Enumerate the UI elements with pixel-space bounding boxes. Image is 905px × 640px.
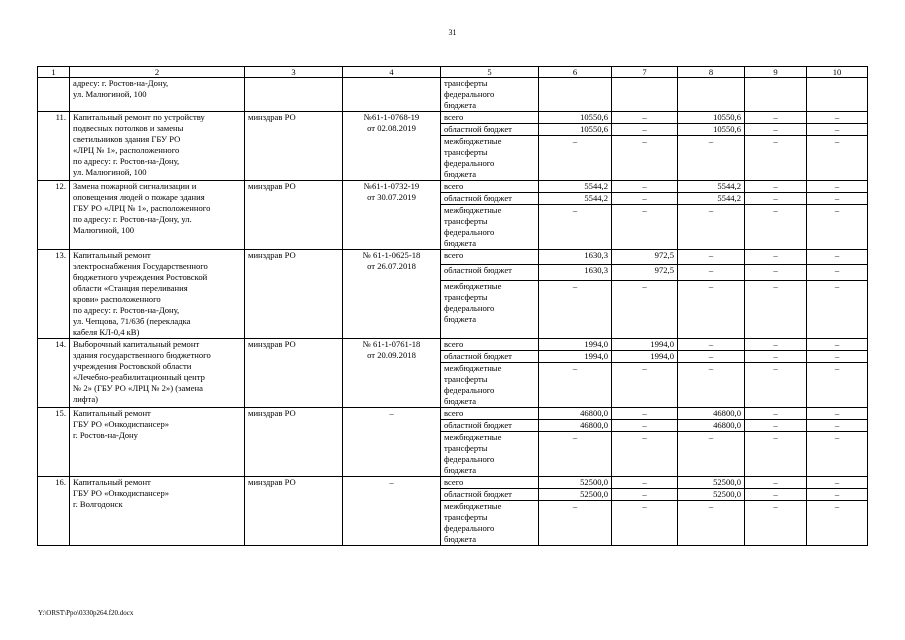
customer-cell: минздрав РО	[245, 250, 343, 339]
page-number: 31	[448, 28, 457, 37]
value-cell: 52500,0	[539, 477, 612, 489]
value-cell: –	[745, 265, 807, 280]
value-cell: –	[539, 205, 612, 250]
text-line: Капитальный ремонт	[73, 477, 151, 487]
value-cell: –	[612, 205, 678, 250]
value-cell: –	[807, 280, 868, 338]
text-line: Капитальный ремонт по устройству	[73, 112, 205, 122]
text-line: бюджета	[444, 313, 477, 324]
value-cell: 46800,0	[678, 420, 745, 432]
value-cell: 1994,0	[539, 339, 612, 351]
text-line: бюджета	[444, 534, 477, 544]
value-cell: 5544,2	[678, 181, 745, 193]
value-cell: –	[678, 432, 745, 477]
text-line: учреждения Ростовской области	[73, 361, 192, 371]
value-cell: –	[678, 280, 745, 338]
fund-regional-label: областной бюджет	[441, 265, 539, 280]
text-line: федерального	[444, 302, 495, 313]
object-cell	[70, 112, 245, 181]
row-number: 11.	[38, 112, 70, 181]
value-cell: –	[539, 501, 612, 546]
text-line: ГБУ РО «Онкодиспансер»	[73, 419, 170, 429]
text-line: здания государственного бюджетного	[73, 350, 211, 360]
text-line: ГБУ РО «ЛРЦ № 1», расположенного	[73, 203, 211, 213]
text-line: электроснабжения Государственного	[73, 261, 208, 271]
text-line: крови» расположенного	[73, 294, 161, 304]
value-cell: –	[612, 501, 678, 546]
table-row	[38, 408, 868, 420]
value-cell: 1630,3	[539, 265, 612, 280]
value-cell: –	[745, 501, 807, 546]
value-cell: –	[745, 420, 807, 432]
value-cell: –	[745, 181, 807, 193]
object-cell	[70, 339, 245, 408]
text-line: от 26.07.2018	[367, 261, 416, 271]
value-cell: 52500,0	[678, 489, 745, 501]
continuation-row	[38, 78, 868, 112]
text-line: лифта)	[73, 394, 98, 404]
text-line: № 2» (ГБУ РО «ЛРЦ № 2») (замена	[73, 383, 203, 393]
column-header: 2	[70, 67, 245, 78]
document-cell	[343, 181, 441, 250]
text-line: по адресу: г. Ростов-на-Дону,	[73, 305, 180, 315]
text-line: бюджета	[444, 396, 477, 406]
table-row	[38, 339, 868, 351]
text-line: трансферты	[444, 147, 488, 157]
empty-cell	[245, 78, 343, 112]
value-cell: –	[745, 193, 807, 205]
row-number: 15.	[38, 408, 70, 477]
object-cell	[70, 250, 245, 339]
value-cell: –	[678, 136, 745, 181]
fund-total-label: всего	[441, 408, 539, 420]
column-header: 4	[343, 67, 441, 78]
text-line: трансферты	[444, 78, 488, 88]
value-cell: –	[612, 280, 678, 338]
value-cell: –	[807, 181, 868, 193]
value-cell: –	[678, 501, 745, 546]
text-line: трансферты	[444, 512, 488, 522]
value-cell: –	[612, 136, 678, 181]
text-line: от 02.08.2019	[367, 123, 416, 133]
text-line: №61-1-0732-19	[363, 181, 420, 191]
text-line: федерального	[444, 227, 495, 237]
text-line: межбюджетные	[444, 363, 502, 373]
text-line: Замена пожарной сигнализации и	[73, 181, 197, 191]
fund-federal-label	[441, 363, 539, 408]
text-line: бюджета	[444, 100, 477, 110]
value-cell: –	[539, 363, 612, 408]
text-line: кабеля КЛ-0,4 кВ)	[73, 327, 140, 337]
value-cell: –	[678, 265, 745, 280]
value-cell: 1994,0	[612, 339, 678, 351]
text-line: –	[389, 477, 394, 487]
empty-cell	[678, 78, 745, 112]
document-cell	[343, 112, 441, 181]
fund-total-label: всего	[441, 250, 539, 265]
value-cell: –	[678, 363, 745, 408]
fund-federal-label	[441, 432, 539, 477]
text-line: по адресу: г. Ростов-на-Дону,	[73, 156, 180, 166]
value-cell: 1994,0	[539, 351, 612, 363]
value-cell: –	[807, 193, 868, 205]
text-line: подвесных потолков и замены	[73, 123, 184, 133]
table-row	[38, 181, 868, 193]
text-line: Капитальный ремонт	[73, 250, 151, 260]
value-cell: –	[612, 477, 678, 489]
value-cell: –	[807, 489, 868, 501]
value-cell: –	[807, 477, 868, 489]
text-line: светильников здания ГБУ РО	[73, 134, 181, 144]
value-cell: 52500,0	[539, 489, 612, 501]
value-cell: –	[745, 363, 807, 408]
fund-total-label: всего	[441, 112, 539, 124]
column-header: 6	[539, 67, 612, 78]
column-header: 7	[612, 67, 678, 78]
value-cell: 10550,6	[678, 124, 745, 136]
column-header: 1	[38, 67, 70, 78]
value-cell: 10550,6	[539, 124, 612, 136]
text-line: № 61-1-0761-18	[362, 339, 421, 349]
value-cell: –	[612, 489, 678, 501]
text-line: г. Ростов-на-Дону	[73, 430, 138, 440]
object-cell	[70, 477, 245, 546]
object-cell	[70, 78, 245, 112]
value-cell: –	[612, 408, 678, 420]
text-line: от 20.09.2018	[367, 350, 416, 360]
value-cell: –	[612, 193, 678, 205]
text-line: «Лечебно-реабилитационный центр	[73, 372, 205, 382]
text-line: области «Станция переливания	[73, 283, 188, 293]
value-cell: 5544,2	[539, 181, 612, 193]
fund-total-label: всего	[441, 339, 539, 351]
value-cell: 46800,0	[539, 420, 612, 432]
customer-cell: минздрав РО	[245, 477, 343, 546]
fund-cell	[441, 78, 539, 112]
value-cell: –	[807, 265, 868, 280]
text-line: №61-1-0768-19	[363, 112, 420, 122]
value-cell: –	[539, 136, 612, 181]
text-line: Выборочный капитальный ремонт	[73, 339, 200, 349]
value-cell: –	[539, 432, 612, 477]
value-cell: –	[807, 420, 868, 432]
footer-file-path: Y:\ORST\Ppo\0330p264.f20.docx	[38, 609, 134, 617]
text-line: федерального	[444, 89, 495, 99]
empty-cell	[612, 78, 678, 112]
text-line: № 61-1-0625-18	[362, 250, 421, 260]
header-row	[38, 67, 868, 78]
fund-regional-label: областной бюджет	[441, 489, 539, 501]
value-cell: –	[745, 339, 807, 351]
value-cell: –	[745, 136, 807, 181]
empty-cell	[745, 78, 807, 112]
value-cell: –	[807, 136, 868, 181]
fund-federal-label	[441, 280, 539, 338]
value-cell: –	[745, 432, 807, 477]
value-cell: –	[807, 501, 868, 546]
text-line: Малюгиной, 100	[73, 225, 135, 235]
text-line: «ЛРЦ № 1», расположенного	[73, 145, 180, 155]
document-cell	[343, 250, 441, 339]
value-cell: –	[807, 339, 868, 351]
value-cell: 46800,0	[678, 408, 745, 420]
document-cell	[343, 477, 441, 546]
value-cell: 5544,2	[539, 193, 612, 205]
value-cell: 1994,0	[612, 351, 678, 363]
fund-federal-label	[441, 205, 539, 250]
table-row	[38, 477, 868, 489]
value-cell: –	[612, 181, 678, 193]
document-cell	[343, 408, 441, 477]
value-cell: –	[807, 205, 868, 250]
text-line: федерального	[444, 523, 495, 533]
value-cell: –	[745, 124, 807, 136]
text-line: бюджета	[444, 238, 477, 248]
text-line: ГБУ РО «Онкодиспансер»	[73, 488, 170, 498]
value-cell: –	[745, 112, 807, 124]
column-header: 9	[745, 67, 807, 78]
value-cell: –	[807, 112, 868, 124]
empty-cell	[539, 78, 612, 112]
value-cell: –	[807, 408, 868, 420]
text-line: бюджетного учреждения Ростовской	[73, 272, 208, 282]
text-line: бюджета	[444, 169, 477, 179]
text-line: бюджета	[444, 465, 477, 475]
value-cell: –	[745, 408, 807, 420]
value-cell: –	[612, 363, 678, 408]
value-cell: –	[539, 280, 612, 338]
table-row	[38, 112, 868, 124]
text-line: межбюджетные	[444, 136, 502, 146]
budget-table	[37, 66, 868, 546]
column-header: 5	[441, 67, 539, 78]
text-line: –	[389, 408, 394, 418]
text-line: ул. Малюгиной, 100	[73, 167, 147, 177]
text-line: трансферты	[444, 291, 488, 302]
text-line: федерального	[444, 454, 495, 464]
text-line: трансферты	[444, 443, 488, 453]
text-line: г. Волгодонск	[73, 499, 123, 509]
object-cell	[70, 181, 245, 250]
value-cell: –	[612, 124, 678, 136]
text-line: межбюджетные	[444, 280, 502, 291]
customer-cell: минздрав РО	[245, 112, 343, 181]
text-line: Капитальный ремонт	[73, 408, 151, 418]
text-line: трансферты	[444, 216, 488, 226]
value-cell: –	[745, 489, 807, 501]
value-cell: –	[612, 112, 678, 124]
text-line: от 30.07.2019	[367, 192, 416, 202]
value-cell: 972,5	[612, 250, 678, 265]
row-number: 12.	[38, 181, 70, 250]
table-row	[38, 250, 868, 265]
column-header: 8	[678, 67, 745, 78]
fund-regional-label: областной бюджет	[441, 420, 539, 432]
value-cell: 1630,3	[539, 250, 612, 265]
text-line: трансферты	[444, 374, 488, 384]
customer-cell: минздрав РО	[245, 181, 343, 250]
fund-regional-label: областной бюджет	[441, 193, 539, 205]
customer-cell: минздрав РО	[245, 339, 343, 408]
value-cell: –	[807, 351, 868, 363]
value-cell: –	[745, 280, 807, 338]
fund-federal-label	[441, 136, 539, 181]
text-line: межбюджетные	[444, 501, 502, 511]
text-line: межбюджетные	[444, 432, 502, 442]
value-cell: 972,5	[612, 265, 678, 280]
value-cell: –	[678, 250, 745, 265]
value-cell: –	[678, 339, 745, 351]
fund-regional-label: областной бюджет	[441, 351, 539, 363]
text-line: межбюджетные	[444, 205, 502, 215]
text-line: ул. Малюгиной, 100	[73, 89, 147, 99]
value-cell: –	[745, 250, 807, 265]
value-cell: 10550,6	[539, 112, 612, 124]
value-cell: –	[807, 432, 868, 477]
fund-total-label: всего	[441, 477, 539, 489]
empty-cell	[343, 78, 441, 112]
value-cell: –	[678, 351, 745, 363]
value-cell: –	[745, 351, 807, 363]
text-line: оповещения людей о пожаре здания	[73, 192, 205, 202]
column-header: 3	[245, 67, 343, 78]
fund-federal-label	[441, 501, 539, 546]
value-cell: –	[807, 124, 868, 136]
value-cell: 5544,2	[678, 193, 745, 205]
empty-cell	[807, 78, 868, 112]
value-cell: 10550,6	[678, 112, 745, 124]
customer-cell: минздрав РО	[245, 408, 343, 477]
value-cell: –	[612, 420, 678, 432]
text-line: федерального	[444, 158, 495, 168]
row-number: 16.	[38, 477, 70, 546]
text-line: ул. Чепцова, 71/63б (перекладка	[73, 316, 191, 326]
document-cell	[343, 339, 441, 408]
value-cell: –	[745, 205, 807, 250]
fund-total-label: всего	[441, 181, 539, 193]
value-cell: 46800,0	[539, 408, 612, 420]
value-cell: –	[807, 363, 868, 408]
text-line: федерального	[444, 385, 495, 395]
value-cell: 52500,0	[678, 477, 745, 489]
text-line: по адресу: г. Ростов-на-Дону, ул.	[73, 214, 192, 224]
value-cell: –	[745, 477, 807, 489]
fund-regional-label: областной бюджет	[441, 124, 539, 136]
column-header: 10	[807, 67, 868, 78]
value-cell: –	[612, 432, 678, 477]
value-cell: –	[678, 205, 745, 250]
row-number: 14.	[38, 339, 70, 408]
empty-cell	[38, 78, 70, 112]
value-cell: –	[807, 250, 868, 265]
object-cell	[70, 408, 245, 477]
text-line: адресу: г. Ростов-на-Дону,	[73, 78, 169, 88]
row-number: 13.	[38, 250, 70, 339]
